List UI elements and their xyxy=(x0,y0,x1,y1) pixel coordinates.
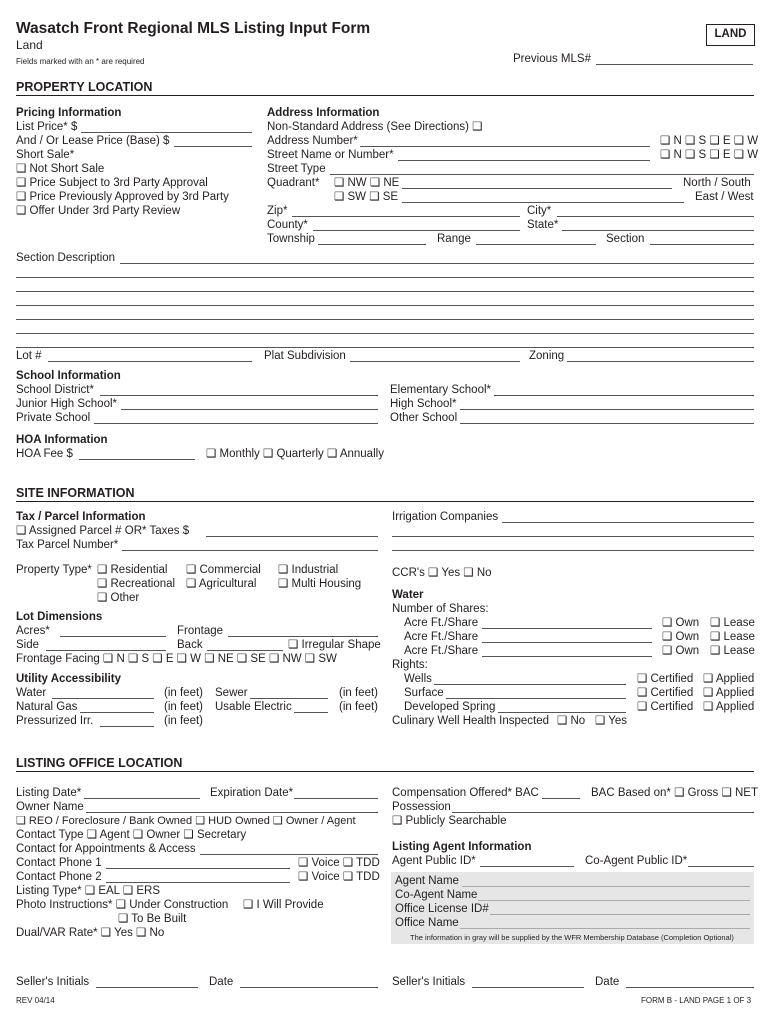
lease-price-field[interactable] xyxy=(174,146,252,147)
junior-high-field[interactable] xyxy=(121,409,378,410)
section-description-line[interactable] xyxy=(16,305,754,306)
irrigation-field[interactable] xyxy=(502,522,754,523)
contact-phone1-field[interactable] xyxy=(106,868,290,869)
applied-option[interactable]: ❑ Applied xyxy=(703,701,755,713)
sellers-initials-field[interactable] xyxy=(472,987,584,988)
gray-note: The information in gray will be supplied by the WFR Membership Database (Completion Optional) xyxy=(410,933,734,942)
in-feet-label: (in feet) xyxy=(164,687,203,699)
listing-type-options[interactable]: Listing Type* ❑ EAL ❑ ERS xyxy=(16,885,160,897)
section-listing-office: LISTING OFFICE LOCATION xyxy=(16,756,183,770)
expiration-date-label: Expiration Date* xyxy=(210,787,294,799)
state-label: State* xyxy=(527,219,559,231)
plat-label: Plat Subdivision xyxy=(264,350,346,362)
list-price-field[interactable] xyxy=(81,132,252,133)
tax-heading: Tax / Parcel Information xyxy=(16,511,146,523)
developed-spring-label: Developed Spring xyxy=(404,701,496,713)
possession-label: Possession xyxy=(392,801,451,813)
date-label: Date xyxy=(595,976,620,988)
phone2-voice-tdd-options[interactable]: ❑ Voice ❑ TDD xyxy=(298,871,380,883)
in-feet-label: (in feet) xyxy=(164,715,203,727)
form-subtitle: Land xyxy=(16,38,43,52)
contact-phone2-label: Contact Phone 2 xyxy=(16,871,102,883)
lease-option[interactable]: ❑ Lease xyxy=(710,631,755,643)
zoning-field[interactable] xyxy=(567,361,754,362)
contact-phone1-label: Contact Phone 1 xyxy=(16,857,102,869)
listing-date-field[interactable] xyxy=(84,798,200,799)
photo-to-be-built-option[interactable]: ❑ To Be Built xyxy=(118,913,187,925)
acre-ft-field[interactable] xyxy=(482,656,652,657)
coagent-name-label: Co-Agent Name xyxy=(395,889,478,901)
divider xyxy=(16,771,754,772)
divider xyxy=(16,501,754,502)
utility-water-label: Water xyxy=(16,687,47,699)
property-type-label: Property Type* xyxy=(16,564,92,576)
divider xyxy=(16,95,754,96)
lease-price-label: And / Or Lease Price (Base) $ xyxy=(16,135,170,147)
publicly-searchable-option[interactable]: ❑ Publicly Searchable xyxy=(392,815,507,827)
sellers-initials-label: Seller's Initials xyxy=(16,976,90,988)
pressurized-field[interactable] xyxy=(100,726,154,727)
in-feet-label: (in feet) xyxy=(164,701,203,713)
school-district-field[interactable] xyxy=(100,395,378,396)
date-label: Date xyxy=(209,976,234,988)
office-name-label: Office Name xyxy=(395,917,459,929)
section-description-field[interactable] xyxy=(120,263,754,264)
previous-mls-label: Previous MLS# xyxy=(513,53,591,65)
certified-option[interactable]: ❑ Certified xyxy=(637,701,694,713)
agent-name-field[interactable] xyxy=(462,886,750,887)
residential-option[interactable]: ❑ Residential xyxy=(97,564,168,576)
wells-field[interactable] xyxy=(434,684,626,685)
agent-heading: Listing Agent Information xyxy=(392,841,532,853)
hoa-heading: HOA Information xyxy=(16,434,108,446)
list-price-label: List Price* $ xyxy=(16,121,78,133)
expiration-date-field[interactable] xyxy=(294,798,378,799)
compensation-field[interactable] xyxy=(542,798,580,799)
own-option[interactable]: ❑ Own xyxy=(662,617,700,629)
section-property-location: PROPERTY LOCATION xyxy=(16,80,153,94)
tax-parcel-field[interactable] xyxy=(122,550,378,551)
sewer-field[interactable] xyxy=(250,698,328,699)
in-feet-label: (in feet) xyxy=(339,701,378,713)
agent-name-label: Agent Name xyxy=(395,875,459,887)
address-number-direction[interactable]: ❑ N ❑ S ❑ E ❑ W xyxy=(660,135,759,147)
lot-dimensions-heading: Lot Dimensions xyxy=(16,611,103,623)
coagent-name-field[interactable] xyxy=(478,900,750,901)
certified-option[interactable]: ❑ Certified xyxy=(637,673,694,685)
acre-ft-label: Acre Ft./Share xyxy=(404,617,479,629)
culinary-well-label: Culinary Well Health Inspected xyxy=(392,715,550,727)
county-field[interactable] xyxy=(313,230,520,231)
culinary-no-option[interactable]: ❑ No xyxy=(557,715,586,727)
contact-phone2-field[interactable] xyxy=(106,882,290,883)
sellers-initials-label: Seller's Initials xyxy=(392,976,466,988)
subject-approval-option[interactable]: ❑ Price Subject to 3rd Party Approval xyxy=(16,177,208,189)
photo-instructions-options[interactable]: Photo Instructions* ❑ Under Construction xyxy=(16,899,229,911)
short-sale-label: Short Sale* xyxy=(16,149,75,161)
possession-field[interactable] xyxy=(452,812,754,813)
section-field[interactable] xyxy=(650,244,754,245)
lot-label: Lot # xyxy=(16,350,42,362)
pricing-heading: Pricing Information xyxy=(16,107,122,119)
hoa-fee-field[interactable] xyxy=(79,459,195,460)
other-school-field[interactable] xyxy=(460,423,754,424)
city-field[interactable] xyxy=(557,216,754,217)
section-description-line[interactable] xyxy=(16,291,754,292)
agent-id-label: Agent Public ID* xyxy=(392,855,476,867)
not-short-sale-option[interactable]: ❑ Not Short Sale xyxy=(16,163,105,175)
previous-mls-field[interactable] xyxy=(596,64,753,65)
rights-label: Rights: xyxy=(392,659,428,671)
back-field[interactable] xyxy=(207,650,283,651)
office-name-field[interactable] xyxy=(460,928,750,929)
township-field[interactable] xyxy=(318,244,426,245)
lot-field[interactable] xyxy=(48,361,252,362)
zip-field[interactable] xyxy=(292,216,520,217)
certified-option[interactable]: ❑ Certified xyxy=(637,687,694,699)
private-school-field[interactable] xyxy=(94,423,378,424)
hoa-frequency-options[interactable]: ❑ Monthly ❑ Quarterly ❑ Annually xyxy=(206,448,384,460)
owner-name-label: Owner Name xyxy=(16,801,84,813)
natural-gas-label: Natural Gas xyxy=(16,701,78,713)
acres-field[interactable] xyxy=(60,636,166,637)
form-title: Wasatch Front Regional MLS Listing Input Form xyxy=(16,20,371,37)
agent-id-field[interactable] xyxy=(480,866,574,867)
irrigation-line[interactable] xyxy=(392,550,754,551)
irrigation-line[interactable] xyxy=(392,536,754,537)
own-option[interactable]: ❑ Own xyxy=(662,645,700,657)
acres-label: Acres* xyxy=(16,625,50,637)
high-school-label: High School* xyxy=(390,398,457,410)
contact-type-options[interactable]: Contact Type ❑ Agent ❑ Owner ❑ Secretary xyxy=(16,829,247,841)
electric-label: Usable Electric xyxy=(215,701,292,713)
applied-option[interactable]: ❑ Applied xyxy=(703,687,755,699)
phone1-voice-tdd-options[interactable]: ❑ Voice ❑ TDD xyxy=(298,857,380,869)
sellers-initials-field[interactable] xyxy=(96,987,198,988)
address-number-field[interactable] xyxy=(360,146,650,147)
assigned-parcel-option[interactable]: ❑ Assigned Parcel # OR* Taxes $ xyxy=(16,525,190,537)
owner-type-options[interactable]: ❑ REO / Foreclosure / Bank Owned ❑ HUD Owned ❑ Owner / Agent xyxy=(16,815,356,827)
in-feet-label: (in feet) xyxy=(339,687,378,699)
office-license-field[interactable] xyxy=(490,914,750,915)
lease-option[interactable]: ❑ Lease xyxy=(710,617,755,629)
hoa-fee-label: HOA Fee $ xyxy=(16,448,73,460)
other-option[interactable]: ❑ Other xyxy=(97,592,140,604)
quadrant-options-2[interactable]: ❑ SW ❑ SE xyxy=(334,191,399,203)
office-license-label: Office License ID# xyxy=(395,903,489,915)
natural-gas-field[interactable] xyxy=(80,712,154,713)
section-description-line[interactable] xyxy=(16,319,754,320)
quadrant-options-1[interactable]: ❑ NW ❑ NE xyxy=(334,177,400,189)
shares-label: Number of Shares: xyxy=(392,603,489,615)
elementary-field[interactable] xyxy=(494,395,754,396)
irregular-shape-option[interactable]: ❑ Irregular Shape xyxy=(288,639,381,651)
surface-label: Surface xyxy=(404,687,444,699)
street-type-field[interactable] xyxy=(330,174,754,175)
acre-ft-label: Acre Ft./Share xyxy=(404,631,479,643)
dual-var-rate-options[interactable]: Dual/VAR Rate* ❑ Yes ❑ No xyxy=(16,927,165,939)
east-west-label: East / West xyxy=(695,191,754,203)
section-description-line[interactable] xyxy=(16,277,754,278)
date-field[interactable] xyxy=(240,987,378,988)
section-site-information: SITE INFORMATION xyxy=(16,486,135,500)
street-name-field[interactable] xyxy=(398,160,650,161)
elementary-label: Elementary School* xyxy=(390,384,491,396)
agricultural-option[interactable]: ❑ Agricultural xyxy=(186,578,257,590)
street-name-label: Street Name or Number* xyxy=(267,149,394,161)
form-page-label: FORM B - LAND PAGE 1 OF 3 xyxy=(641,996,752,1005)
junior-high-label: Junior High School* xyxy=(16,398,118,410)
industrial-option[interactable]: ❑ Industrial xyxy=(278,564,339,576)
multi-housing-option[interactable]: ❑ Multi Housing xyxy=(278,578,362,590)
appointments-label: Contact for Appointments & Access xyxy=(16,843,196,855)
required-note: Fields marked with an * are required xyxy=(16,57,145,66)
photo-will-provide-option[interactable]: ❑ I Will Provide xyxy=(243,899,324,911)
street-type-label: Street Type xyxy=(267,163,326,175)
side-field[interactable] xyxy=(46,650,166,651)
listing-date-label: Listing Date* xyxy=(16,787,82,799)
water-heading: Water xyxy=(392,589,424,601)
tax-parcel-label: Tax Parcel Number* xyxy=(16,539,119,551)
range-label: Range xyxy=(437,233,471,245)
section-description-line[interactable] xyxy=(16,347,754,348)
frontage-field[interactable] xyxy=(228,636,378,637)
zip-label: Zip* xyxy=(267,205,288,217)
coagent-id-label: Co-Agent Public ID* xyxy=(585,855,688,867)
range-field[interactable] xyxy=(476,244,596,245)
culinary-yes-option[interactable]: ❑ Yes xyxy=(595,715,628,727)
developed-spring-field[interactable] xyxy=(498,712,626,713)
address-heading: Address Information xyxy=(267,107,380,119)
acre-ft-field[interactable] xyxy=(482,628,652,629)
revision-label: REV 04/14 xyxy=(16,996,55,1005)
sewer-label: Sewer xyxy=(215,687,248,699)
appointments-field[interactable] xyxy=(200,854,378,855)
school-heading: School Information xyxy=(16,370,121,382)
lease-option[interactable]: ❑ Lease xyxy=(710,645,755,657)
private-school-label: Private School xyxy=(16,412,91,424)
coagent-id-field[interactable] xyxy=(688,866,754,867)
section-description-line[interactable] xyxy=(16,333,754,334)
utility-heading: Utility Accessibility xyxy=(16,673,122,685)
previously-approved-option[interactable]: ❑ Price Previously Approved by 3rd Party xyxy=(16,191,229,203)
electric-field[interactable] xyxy=(294,712,328,713)
plat-field[interactable] xyxy=(350,361,520,362)
owner-name-field[interactable] xyxy=(86,812,378,813)
date-field[interactable] xyxy=(626,987,754,988)
north-south-label: North / South xyxy=(683,177,751,189)
quadrant-ew-field[interactable] xyxy=(402,202,684,203)
back-label: Back xyxy=(177,639,203,651)
surface-field[interactable] xyxy=(446,698,626,699)
city-label: City* xyxy=(527,205,552,217)
taxes-field[interactable] xyxy=(206,536,378,537)
other-school-label: Other School xyxy=(390,412,458,424)
commercial-option[interactable]: ❑ Commercial xyxy=(186,564,261,576)
pressurized-label: Pressurized Irr. xyxy=(16,715,94,727)
compensation-label: Compensation Offered* BAC xyxy=(392,787,539,799)
street-name-direction[interactable]: ❑ N ❑ S ❑ E ❑ W xyxy=(660,149,759,161)
recreational-option[interactable]: ❑ Recreational xyxy=(97,578,176,590)
zoning-label: Zoning xyxy=(529,350,565,362)
own-option[interactable]: ❑ Own xyxy=(662,631,700,643)
quadrant-label: Quadrant* xyxy=(267,177,320,189)
utility-water-field[interactable] xyxy=(52,698,154,699)
state-field[interactable] xyxy=(562,230,754,231)
type-box: LAND xyxy=(706,24,755,46)
offer-under-review-option[interactable]: ❑ Offer Under 3rd Party Review xyxy=(16,205,181,217)
section-description-label: Section Description xyxy=(16,252,116,264)
side-label: Side xyxy=(16,639,40,651)
ccrs-options[interactable]: CCR's ❑ Yes ❑ No xyxy=(392,567,492,579)
acre-ft-field[interactable] xyxy=(482,642,652,643)
address-number-label: Address Number* xyxy=(267,135,358,147)
irrigation-label: Irrigation Companies xyxy=(392,511,499,523)
frontage-facing-options[interactable]: Frontage Facing ❑ N ❑ S ❑ E ❑ W ❑ NE ❑ SE ❑ NW ❑ SW xyxy=(16,653,337,665)
acre-ft-label: Acre Ft./Share xyxy=(404,645,479,657)
nonstandard-address-option[interactable]: Non-Standard Address (See Directions) ❑ xyxy=(267,121,483,133)
wells-label: Wells xyxy=(404,673,432,685)
applied-option[interactable]: ❑ Applied xyxy=(703,673,755,685)
quadrant-ns-field[interactable] xyxy=(402,188,672,189)
high-school-field[interactable] xyxy=(460,409,754,410)
county-label: County* xyxy=(267,219,308,231)
school-district-label: School District* xyxy=(16,384,94,396)
section-label: Section xyxy=(606,233,645,245)
township-label: Township xyxy=(267,233,315,245)
frontage-label: Frontage xyxy=(177,625,224,637)
bac-based-on-options[interactable]: BAC Based on* ❑ Gross ❑ NET xyxy=(591,787,758,799)
